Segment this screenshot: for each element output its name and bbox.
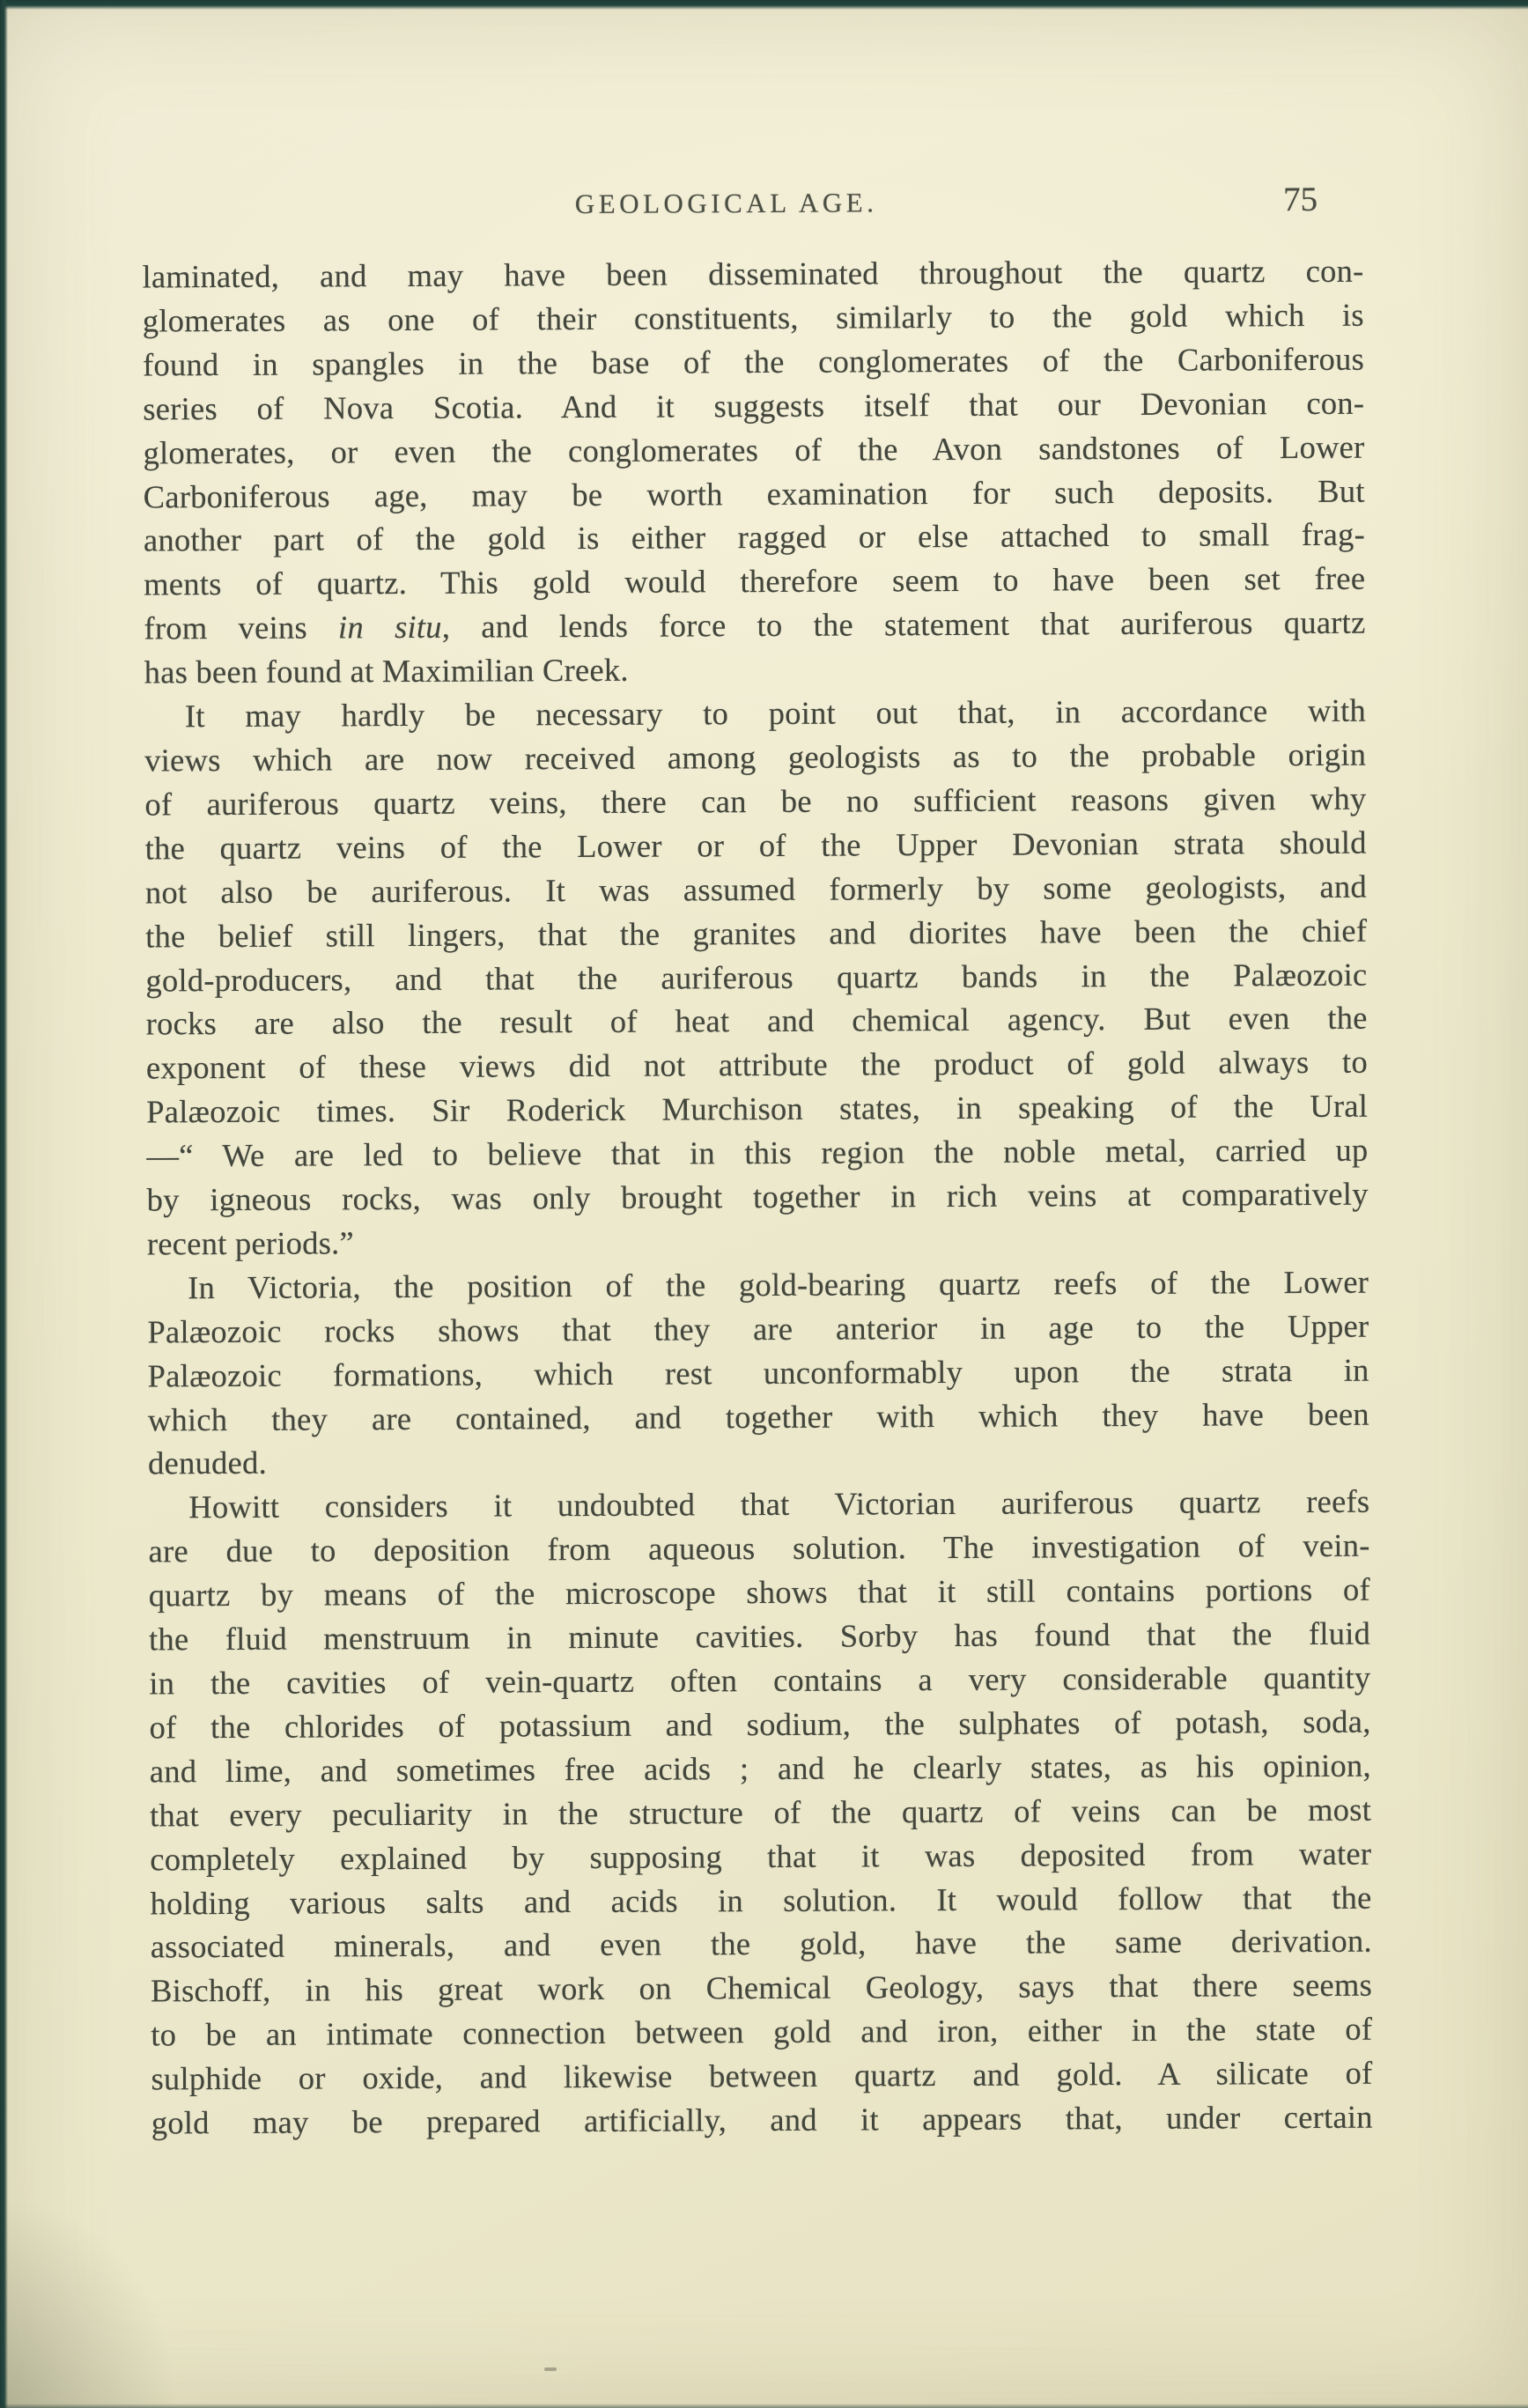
text-line: It may hardly be necessary to point out that, in accordance with [184,691,1367,735]
paragraph [144,689,1369,1267]
text-line: to be an intimate connection between gold and iron, either in the state of [151,2010,1373,2053]
text-line: recent periods.” [146,1224,355,1262]
text-line: exponent of these views did not attribute the product of gold always to [145,1043,1368,1086]
text-line: and lime, and sometimes free acids ; and he clearly states, as his opinion, [149,1747,1371,1790]
text-line: another part of the gold is either ragged or else attached to small frag- [143,516,1366,558]
text-line: glomerates, or even the conglomerates of the Avon sandstones of Lower [143,428,1365,471]
text-line: denuded. [148,1444,267,1481]
paragraph [142,249,1365,695]
text-line: in the cavities of vein-quartz often contains a very considerable quantity [149,1658,1371,1702]
text-line: —“ We are led to believe that in this region the noble metal, carried up [146,1131,1369,1174]
page-number: 75 [1283,180,1318,219]
text-line: that every peculiarity in the structure of the quartz of veins can be most [149,1791,1372,1834]
page-speck [544,2367,557,2371]
text-line: by igneous rocks, was only brought together in rich veins at comparatively [146,1175,1369,1218]
text-line: Palæozoic formations, which rest unconformably upon the strata in [147,1351,1369,1394]
text-line: Bischoff, in his great work on Chemical Geology, says that there seems [150,1966,1373,2009]
text-line: Palæozoic rocks shows that they are anterior in age to the Upper [147,1307,1369,1350]
text-line: views which are now received among geologists as to the probable origin [144,735,1367,779]
text-line: quartz by means of the microscope shows that it still contains portions of [148,1570,1370,1614]
text-line: series of Nova Scotia. And it suggests itself that our Devonian con- [143,384,1365,427]
scan-edge-left [0,0,8,2408]
text-line: laminated, and may have been disseminated throughout the quartz con- [142,252,1364,295]
text-line: rocks are also the result of heat and chemical agency. But even the [145,1000,1368,1042]
page-header [142,180,1363,230]
text-line: of the chlorides of potassium and sodium, the sulphates of potash, soda, [149,1703,1371,1746]
italic-text: in situ [337,609,442,646]
text-line: sulphide or oxide, and likewise between quartz and gold. A silicate of [151,2054,1373,2097]
text-line: completely explained by supposing that it was deposited from water [150,1835,1372,1878]
text-line: the quartz veins of the Lower or of the Upper Devonian strata should [144,824,1367,867]
text-line: Carboniferous age, may be worth examination for such deposits. But [143,472,1365,514]
text-line: In Victoria, the position of the gold-bearing quartz reefs of the Lower [188,1263,1369,1306]
text-line: Palæozoic times. Sir Roderick Murchison states, in speaking of the Ural [146,1087,1369,1130]
text-line: associated minerals, and even the gold, have the same derivation. [150,1923,1372,1965]
text-line: Howitt considers it undoubted that Victorian auriferous quartz reefs [188,1483,1370,1525]
text-line: ments of quartz. This gold would therefore seem to have been set free [144,560,1366,602]
text-line: which they are contained, and together with which they have been [147,1395,1369,1438]
text-line: has been found at Maximilian Creek. [144,651,629,691]
corner-shadow [0,2179,194,2408]
text-line: found in spangles in the base of the conglomerates of the Carboniferous [142,340,1365,383]
text-line: gold-producers, and that the auriferous quartz bands in the Palæozoic [145,956,1368,998]
text-line: glomerates as one of their constituents, similarly to the gold which is [142,296,1364,339]
page-body [142,249,1372,2146]
text-line: holding various salts and acids in solution. It would follow that the [150,1879,1372,1921]
text-line: from veins in situ, and lends force to the statement that auriferous quartz [144,603,1366,646]
text-line: the belief still lingers, that the granites and diorites have been the chief [145,912,1368,955]
scan-edge-bottom [0,2404,1528,2408]
running-title: GEOLOGICAL AGE. [574,187,878,220]
scan-edge-top [0,0,1528,10]
text-line: gold may be prepared artificially, and it appears that, under certain [151,2098,1373,2141]
paragraph [147,1260,1369,1486]
text-line: of auriferous quartz veins, there can be no sufficient reasons given why [144,779,1367,823]
paragraph [148,1480,1373,2145]
text-line: not also be auriferous. It was assumed formerly by some geologists, and [144,868,1368,911]
text-line: are due to deposition from aqueous solution. The investigation of vein- [148,1526,1370,1570]
text-line: the fluid menstruum in minute cavities. Sorby has found that the fluid [148,1614,1371,1658]
